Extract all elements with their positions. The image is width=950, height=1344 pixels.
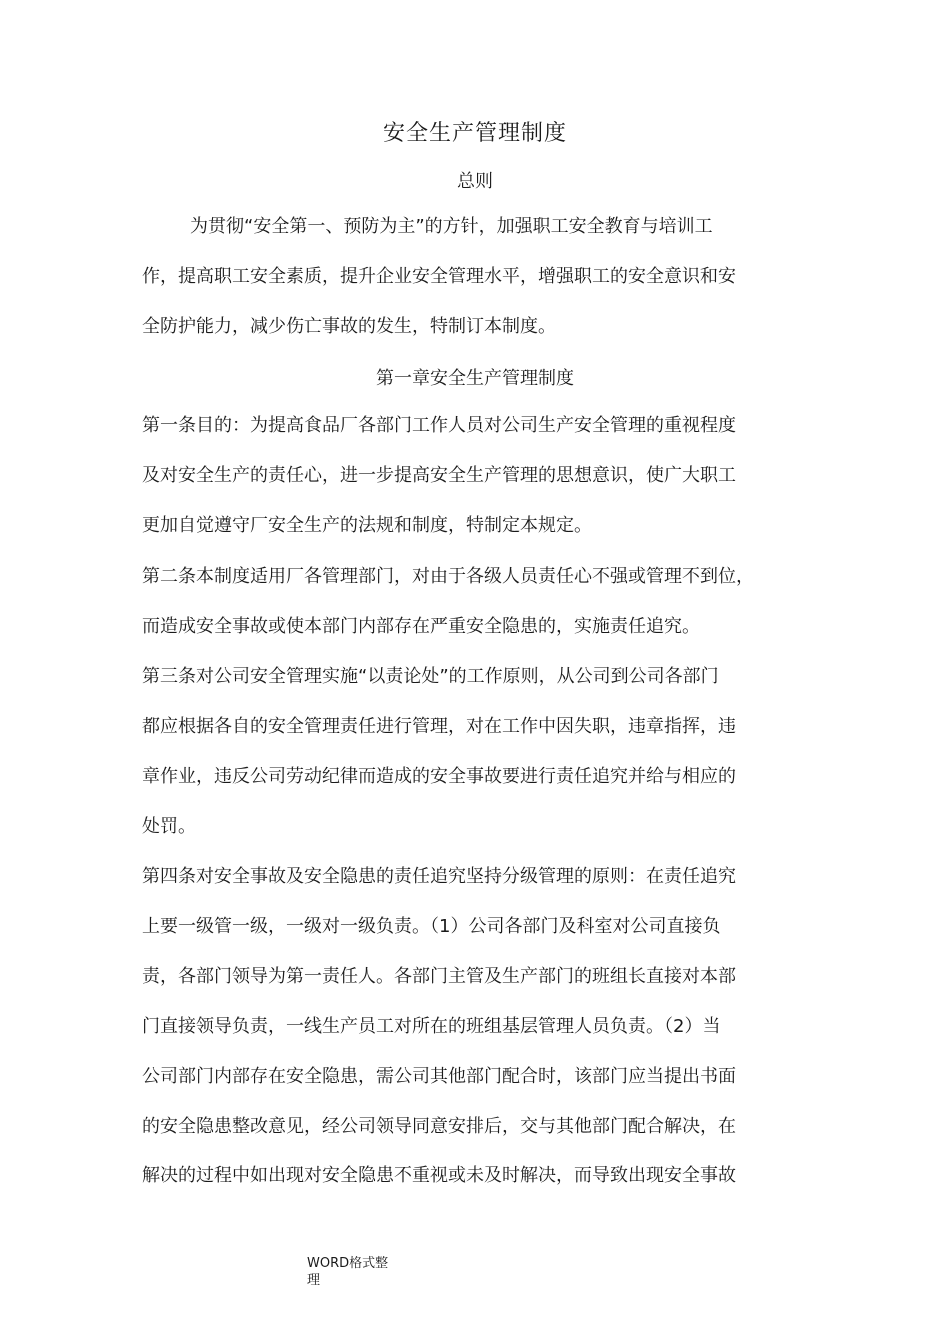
article3-line: 处罚。	[142, 816, 196, 837]
article3-line: 第三条对公司安全管理实施“以责论处”的工作原则，从公司到公司各部门	[142, 666, 719, 687]
article4-line: 的安全隐患整改意见，经公司领导同意安排后，交与其他部门配合解决，在	[142, 1116, 736, 1137]
article2-line: 而造成安全事故或使本部门内部存在严重安全隐患的，实施责任追究。	[142, 616, 700, 637]
article3-line: 章作业，违反公司劳动纪律而造成的安全事故要进行责任追究并给与相应的	[142, 766, 736, 787]
article1-line: 更加自觉遵守厂安全生产的法规和制度，特制定本规定。	[142, 515, 592, 536]
page-footer	[307, 1255, 388, 1289]
article4-line: 公司部门内部存在安全隐患，需公司其他部门配合时，该部门应当提出书面	[142, 1066, 736, 1087]
footer-line: 理	[307, 1273, 321, 1288]
document-subtitle: 总则	[457, 171, 493, 192]
article4-line: 上要一级管一级，一级对一级负责。（1）公司各部门及科室对公司直接负	[142, 916, 721, 937]
intro-line: 全防护能力，减少伤亡事故的发生，特制订本制度。	[142, 316, 556, 337]
article4-line: 解决的过程中如出现对安全隐患不重视或未及时解决，而导致出现安全事故	[142, 1165, 736, 1186]
article4-line: 责，各部门领导为第一责任人。各部门主管及生产部门的班组长直接对本部	[142, 966, 736, 987]
document-title: 安全生产管理制度	[382, 121, 567, 146]
article3-line: 都应根据各自的安全管理责任进行管理，对在工作中因失职，违章指挥，违	[142, 716, 736, 737]
article4-line: 第四条对安全事故及安全隐患的责任追究坚持分级管理的原则：在责任追究	[142, 866, 736, 887]
chapter-title: 第一章安全生产管理制度	[376, 368, 574, 389]
article1-line: 第一条目的：为提高食品厂各部门工作人员对公司生产安全管理的重视程度	[142, 415, 736, 436]
intro-line: 为贯彻“安全第一、预防为主”的方针，加强职工安全教育与培训工	[190, 216, 713, 237]
article1-line: 及对安全生产的责任心，进一步提高安全生产管理的思想意识，使广大职工	[142, 465, 736, 486]
article2-line: 第二条本制度适用厂各管理部门，对由于各级人员责任心不强或管理不到位，	[142, 566, 754, 587]
intro-line: 作，提高职工安全素质，提升企业安全管理水平，增强职工的安全意识和安	[142, 266, 736, 287]
footer-line: WORD格式整	[307, 1256, 389, 1271]
article4-line: 门直接领导负责，一线生产员工对所在的班组基层管理人员负责。（2）当	[142, 1016, 721, 1037]
